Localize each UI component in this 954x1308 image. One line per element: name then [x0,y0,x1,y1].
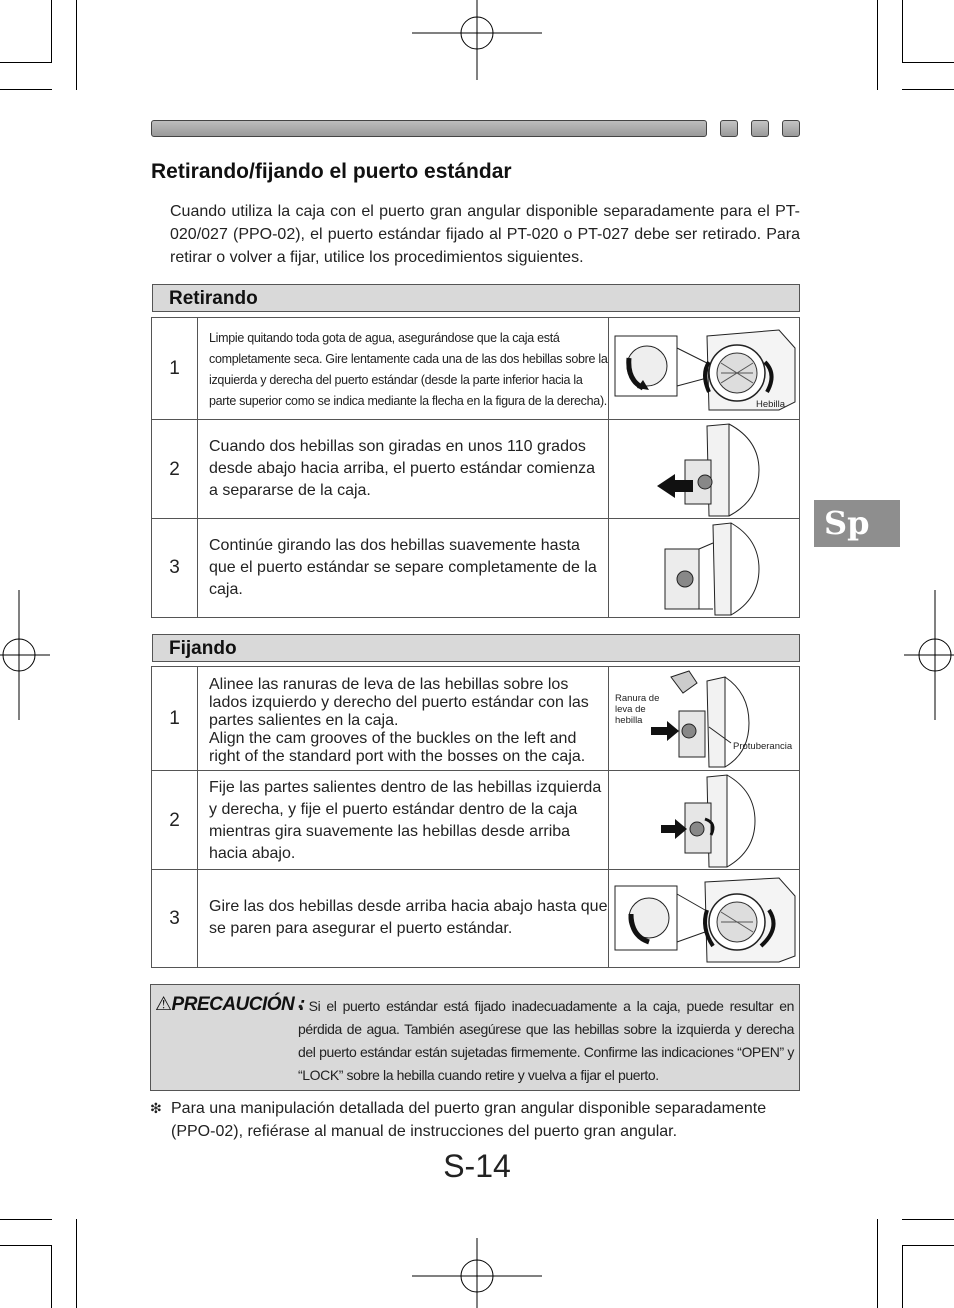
step-text: Continúe girando las dos hebillas suavemente hasta que el puerto estándar se separe completamente de la caja. [209,537,597,598]
attaching-heading: Fijando [152,634,800,662]
boss-label: Protuberancia [733,741,793,752]
step-number: 3 [152,870,198,967]
asterisk-icon: ❇ [150,1100,162,1116]
page-number: S-14 [443,1148,511,1184]
cam-groove-label: Ranura de leva de hebilla [615,693,660,726]
caution-text: • Si el puerto estándar está fijado inadecuadamente a la caja, puede resultar en pérdida de agua. También asegúrese que las hebillas sobre la izquierda y derecha del puerto estándar están sujetadas firmemente. Confirme las indicaciones “OPEN” y “LOCK” sobre la hebilla cuando retire y vuelva a fijar el puerto. [298,998,794,1083]
intro-paragraph: Cuando utiliza la caja con el puerto gran angular disponible separadamente para el PT-020/027 (PPO-02), el puerto estándar fijado al PT-020 o PT-027 debe ser retirado. Para retirar o volver a fijar, utilice los procedimientos siguientes. [170,203,800,266]
step-number: 3 [152,519,198,617]
step-text: Alinee las ranuras de leva de las hebillas sobre los lados izquierdo y derecho del puerto estándar con las partes salientes en la caja. Align the cam grooves of the buckles on the left and right of the standard port with the bosses on the caja. [209,676,589,765]
removing-table [151,317,800,618]
step-number: 2 [152,420,198,519]
step-illustration [608,318,799,420]
step-illustration [608,870,799,967]
step-illustration [608,420,799,519]
header-bar [151,120,707,137]
header-square [782,120,800,137]
step-number: 1 [152,318,198,420]
language-tab: Sp [814,500,900,547]
step-text: Gire las dos hebillas desde arriba hacia abajo hasta que se paren para asegurar el puerto estándar. [209,898,608,937]
port-separating-illustration [609,420,799,519]
caution-label: ⚠PRECAUCIÓN : [155,994,305,1015]
table-row [152,419,799,519]
footnote [150,1097,802,1143]
table-row [152,667,799,771]
port-inserting-illustration [609,771,799,870]
table-row [152,869,799,967]
step-text: Fije las partes salientes dentro de las hebillas izquierda y derecha, y fije el puerto estándar dentro de la caja mientras gira suavemente las hebillas desde arriba hacia abajo. [209,779,602,862]
step-text: Cuando dos hebillas son giradas en unos 110 grados desde abajo hacia arriba, el puerto estándar comienza a separarse de la caja. [209,438,596,499]
footnote-text: Para una manipulación detallada del puerto gran angular disponible separadamente (PPO-02), refiérase al manual de instrucciones del puerto gran angular. [171,1100,767,1140]
section-title: Retirando/fijando el puerto estándar [151,160,512,183]
attaching-table [151,666,800,968]
step-number: 1 [152,667,198,771]
header-square [720,120,738,137]
header-square [751,120,769,137]
step-illustration [608,519,799,617]
buckle-label: Hebilla [756,399,786,410]
table-row [152,770,799,870]
step-number: 2 [152,771,198,870]
warning-icon: ⚠ [155,994,172,1015]
step-illustration [608,667,799,771]
table-row [152,318,799,420]
caution-box [150,984,800,1091]
buckle-locking-illustration [609,870,799,967]
step-text: Limpie quitando toda gota de agua, asegurándose que la caja está completamente seca. Gire lentamente cada una de las dos hebillas sobre la izquierda y derecha del puerto estándar (desde la parte inferior hacia la parte superior como se indica mediante la flecha en la figura de la derecha). [209,331,608,408]
step-illustration [608,771,799,870]
port-separated-illustration [609,519,799,617]
table-row [152,518,799,617]
removing-heading: Retirando [152,284,800,312]
